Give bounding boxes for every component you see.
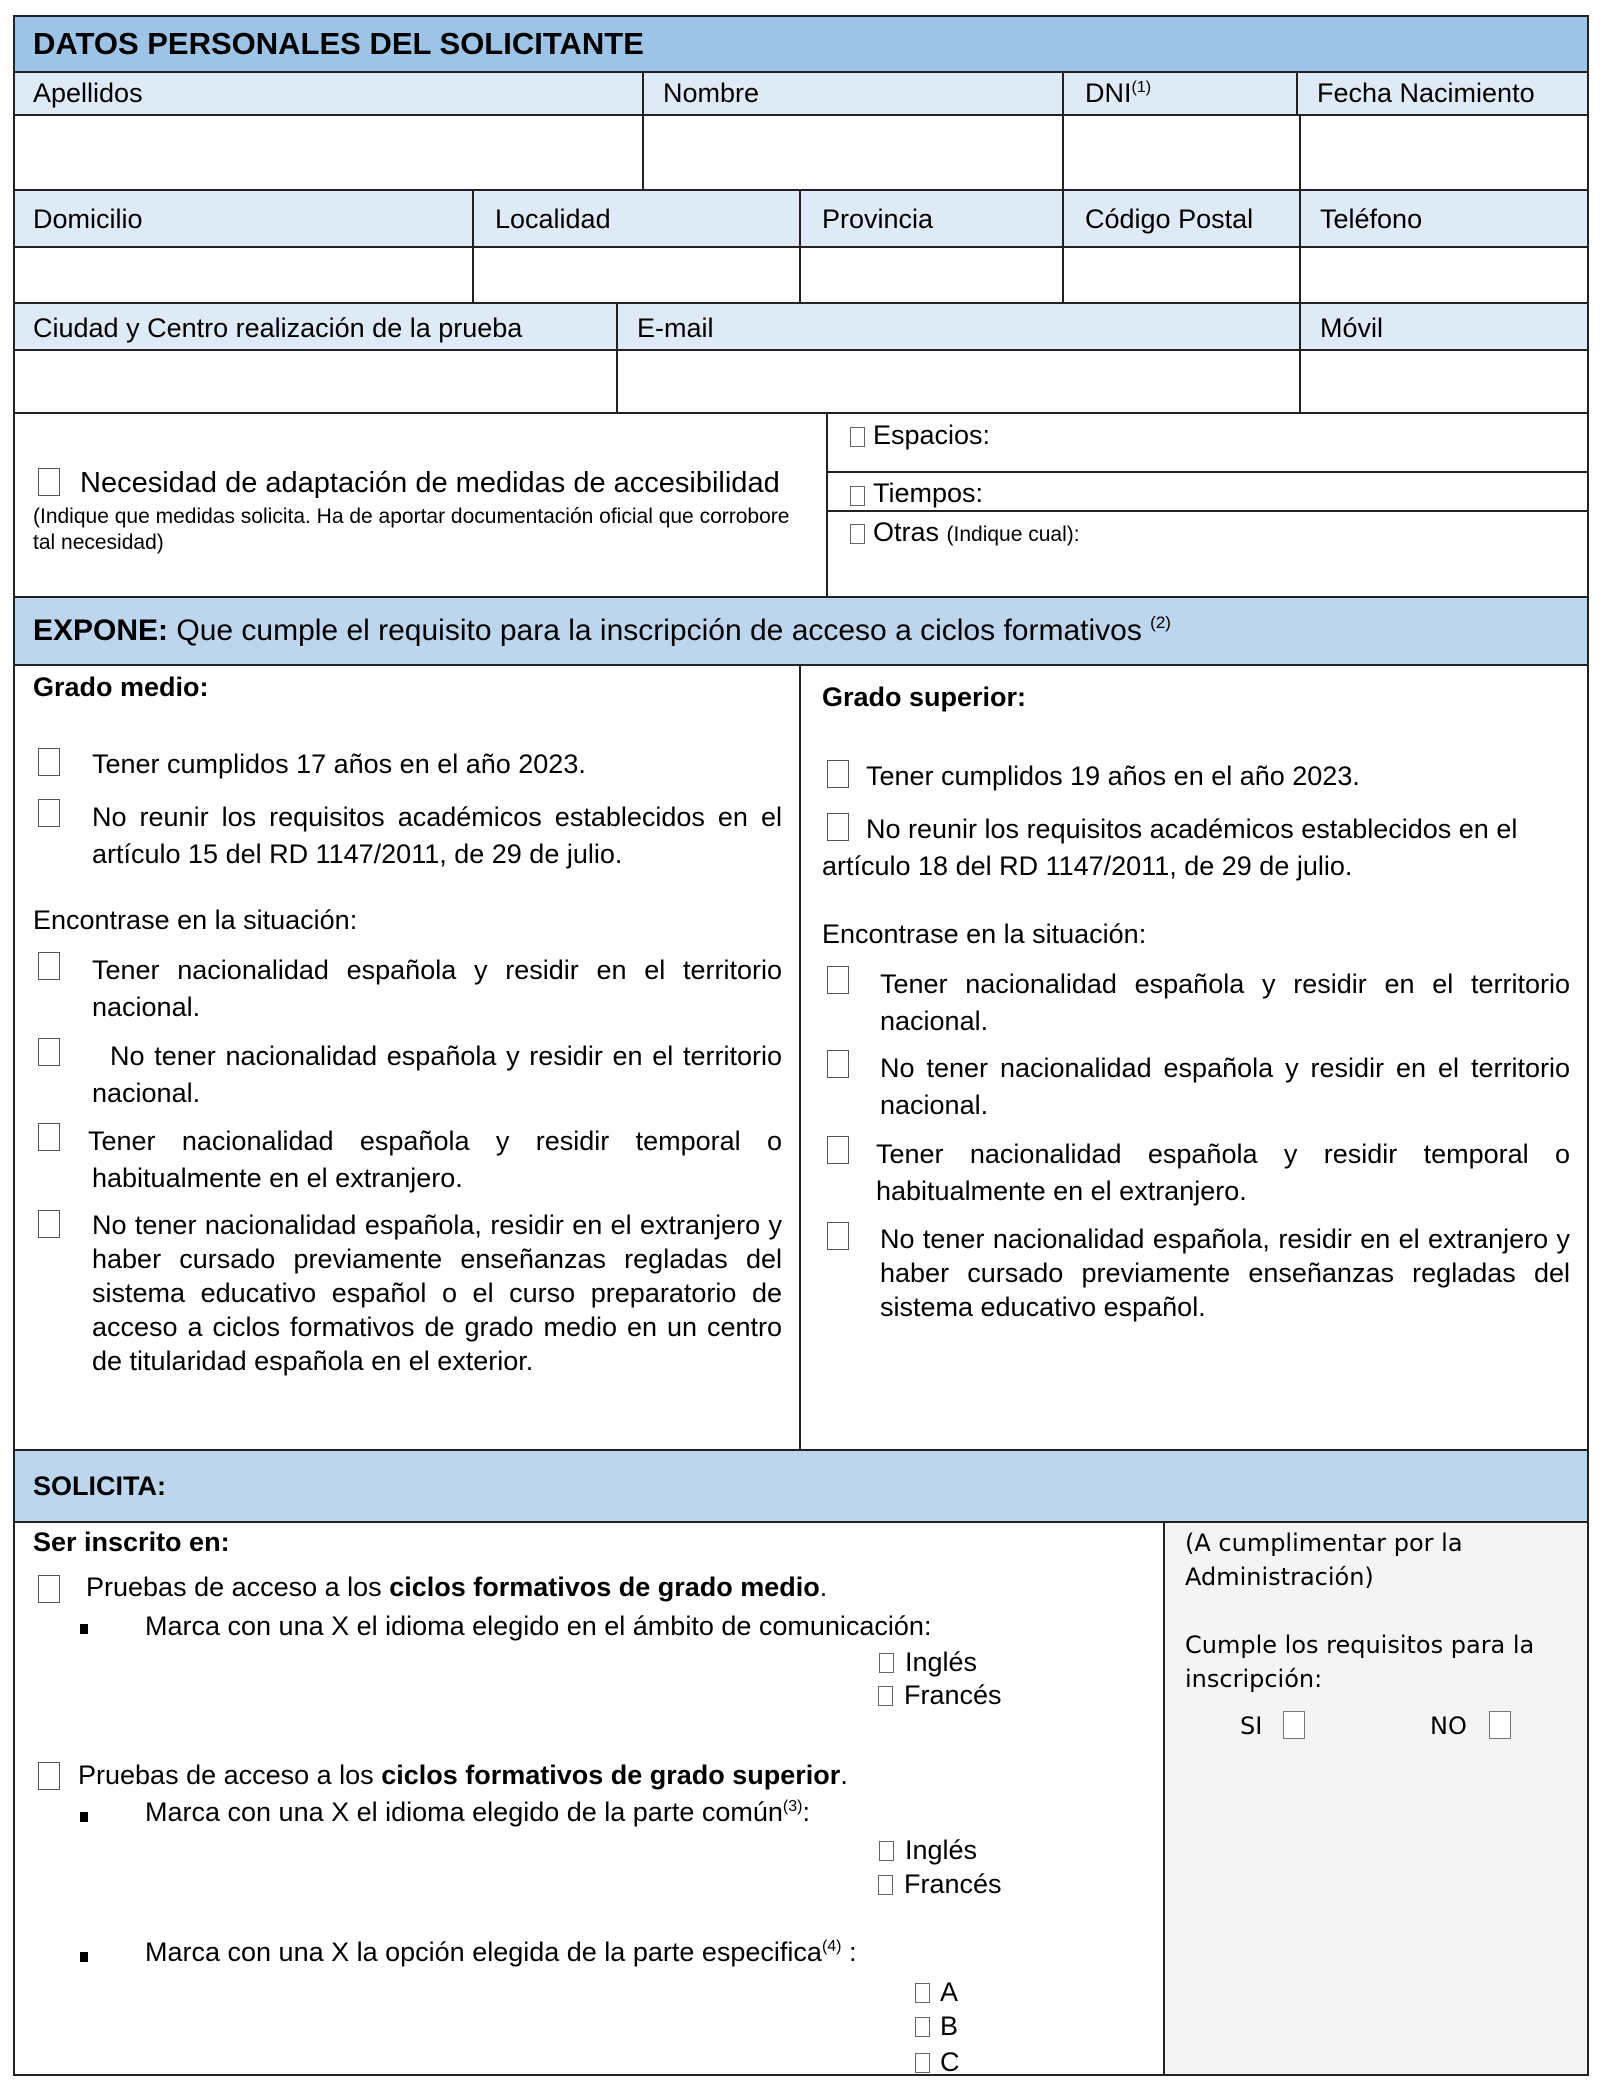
gs-opcion-colon: : <box>841 1937 857 1967</box>
gs-pruebas-bold: ciclos formativos de grado superior <box>381 1760 841 1790</box>
label-telefono: Teléfono <box>1320 204 1423 234</box>
gs-sit3-text: Tener nacionalidad española y residir temporal o habitualmente en el extranjero. <box>876 1139 1570 1206</box>
label-fecha-nacimiento: Fecha Nacimiento <box>1317 78 1535 108</box>
divider <box>13 412 1589 414</box>
divider <box>799 665 801 1450</box>
expone-title-bold: EXPONE: <box>33 614 169 647</box>
label-localidad: Localidad <box>495 204 611 234</box>
gm-pruebas-prefix: Pruebas de acceso a los <box>86 1572 390 1602</box>
gs-pruebas-prefix: Pruebas de acceso a los <box>78 1760 382 1790</box>
grado-superior-heading: Grado superior: <box>822 682 1027 712</box>
espacios-label: Espacios: <box>873 420 991 450</box>
divider <box>826 413 828 597</box>
label-movil: Móvil <box>1320 313 1384 343</box>
gm-req2-text: No reunir los requisitos académicos establecidos en el artículo 15 del RD 1147/2011, de 29 de julio. <box>92 802 782 869</box>
divider <box>1299 115 1301 190</box>
gs-opcion-instr-text: Marca con una X la opción elegida de la parte especifica <box>145 1937 822 1967</box>
ser-inscrito-label: Ser inscrito en: <box>33 1527 230 1557</box>
divider <box>1299 190 1301 303</box>
gs-sit1-text: Tener nacionalidad española y residir en el territorio nacional. <box>880 969 1570 1036</box>
divider <box>827 510 1589 512</box>
section-title-datos-personales: DATOS PERSONALES DEL SOLICITANTE <box>33 26 644 61</box>
divider <box>1299 303 1301 413</box>
opcion-a-label: A <box>940 1977 959 2007</box>
form-border <box>13 15 1589 2076</box>
label-nombre: Nombre <box>663 78 760 108</box>
gm-ingles-label: Inglés <box>905 1647 978 1677</box>
gs-req1-text: Tener cumplidos 19 años en el año 2023. <box>866 761 1360 791</box>
divider <box>13 596 1589 598</box>
tiempos-label: Tiempos: <box>873 478 984 508</box>
gm-sit4-text: No tener nacionalidad española, residir en el extranjero y haber cursado previamente enseñanzas regladas del sistema educativo español o el curso preparatorio de acceso a ciclos formativos de grado medio en un centro de titularidad española en el exterior. <box>92 1210 782 1376</box>
admin-no-label: NO <box>1430 1712 1467 1740</box>
divider <box>642 72 644 190</box>
opcion-b-label: B <box>940 2011 959 2041</box>
accesibilidad-note: (Indique que medidas solicita. Ha de aportar documentación oficial que corrobore tal necesidad) <box>33 505 790 554</box>
label-email: E-mail <box>637 313 714 343</box>
divider <box>1062 72 1064 190</box>
gm-pruebas-bold: ciclos formativos de grado medio <box>389 1572 820 1602</box>
footnote-ref-3: (3) <box>782 1798 803 1815</box>
solicita-title: SOLICITA: <box>33 1471 166 1501</box>
gs-situacion-label: Encontrase en la situación: <box>822 919 1147 949</box>
gm-pruebas-suffix: . <box>819 1572 828 1602</box>
divider <box>13 1449 1589 1451</box>
divider <box>13 189 1589 191</box>
label-provincia: Provincia <box>822 204 934 234</box>
otras-note: (Indique cual): <box>946 523 1080 546</box>
gm-sit3-text: Tener nacionalidad española y residir temporal o habitualmente en el extranjero. <box>88 1126 782 1193</box>
divider <box>13 1521 1589 1523</box>
divider <box>1062 190 1064 303</box>
divider <box>13 349 1589 351</box>
gs-sit4-text: No tener nacionalidad española, residir en el extranjero y haber cursado previamente enseñanzas regladas del sistema educativo español. <box>880 1224 1570 1322</box>
gs-idioma-colon: : <box>802 1797 810 1827</box>
gs-ingles-label: Inglés <box>905 1835 978 1865</box>
label-domicilio: Domicilio <box>33 204 143 234</box>
gm-frances-label: Francés <box>904 1680 1002 1710</box>
footnote-ref-1: (1) <box>1131 79 1152 96</box>
divider <box>472 190 474 303</box>
opcion-c-label: C <box>940 2047 960 2077</box>
footnote-ref-4: (4) <box>821 1938 842 1955</box>
gs-req2-text: No reunir los requisitos académicos establecidos en el artículo 18 del RD 1147/2011, de 29 de julio. <box>822 814 1518 881</box>
divider <box>1296 72 1298 115</box>
divider <box>827 471 1589 473</box>
divider <box>13 302 1589 304</box>
expone-title-text: Que cumple el requisito para la inscripción de acceso a ciclos formativos <box>168 614 1151 647</box>
gm-req1-text: Tener cumplidos 17 años en el año 2023. <box>92 749 586 779</box>
label-codigo-postal: Código Postal <box>1085 204 1254 234</box>
divider <box>13 246 1589 248</box>
admin-si-label: SI <box>1240 1712 1263 1740</box>
accesibilidad-label: Necesidad de adaptación de medidas de accesibilidad <box>80 467 780 499</box>
divider <box>1163 1522 1165 2076</box>
gs-sit2-text: No tener nacionalidad española y residir en el territorio nacional. <box>880 1053 1570 1120</box>
divider <box>13 664 1589 666</box>
label-ciudad-centro: Ciudad y Centro realización de la prueba <box>33 313 523 343</box>
divider <box>13 71 1589 73</box>
gm-sit1-text: Tener nacionalidad española y residir en el territorio nacional. <box>92 955 782 1022</box>
gs-pruebas-suffix: . <box>840 1760 848 1790</box>
gm-idioma-instr: Marca con una X el idioma elegido en el ámbito de comunicación: <box>145 1611 932 1641</box>
footnote-ref-2: (2) <box>1150 613 1171 632</box>
gs-idioma-instr-text: Marca con una X el idioma elegido de la parte común <box>145 1797 783 1827</box>
admin-note: (A cumplimentar por la Administración) <box>1185 1529 1463 1591</box>
admin-cumple-label: Cumple los requisitos para la inscripción: <box>1185 1631 1535 1693</box>
label-apellidos: Apellidos <box>33 78 143 108</box>
grado-medio-heading: Grado medio: <box>33 672 209 702</box>
gm-situacion-label: Encontrase en la situación: <box>33 905 358 935</box>
gs-frances-label: Francés <box>904 1869 1002 1899</box>
gm-sit2-text: No tener nacionalidad española y residir en el territorio nacional. <box>92 1041 782 1108</box>
divider <box>616 303 618 413</box>
divider <box>13 114 1589 116</box>
otras-text: Otras <box>873 517 940 547</box>
divider <box>799 190 801 303</box>
label-dni-text: DNI <box>1085 78 1132 108</box>
